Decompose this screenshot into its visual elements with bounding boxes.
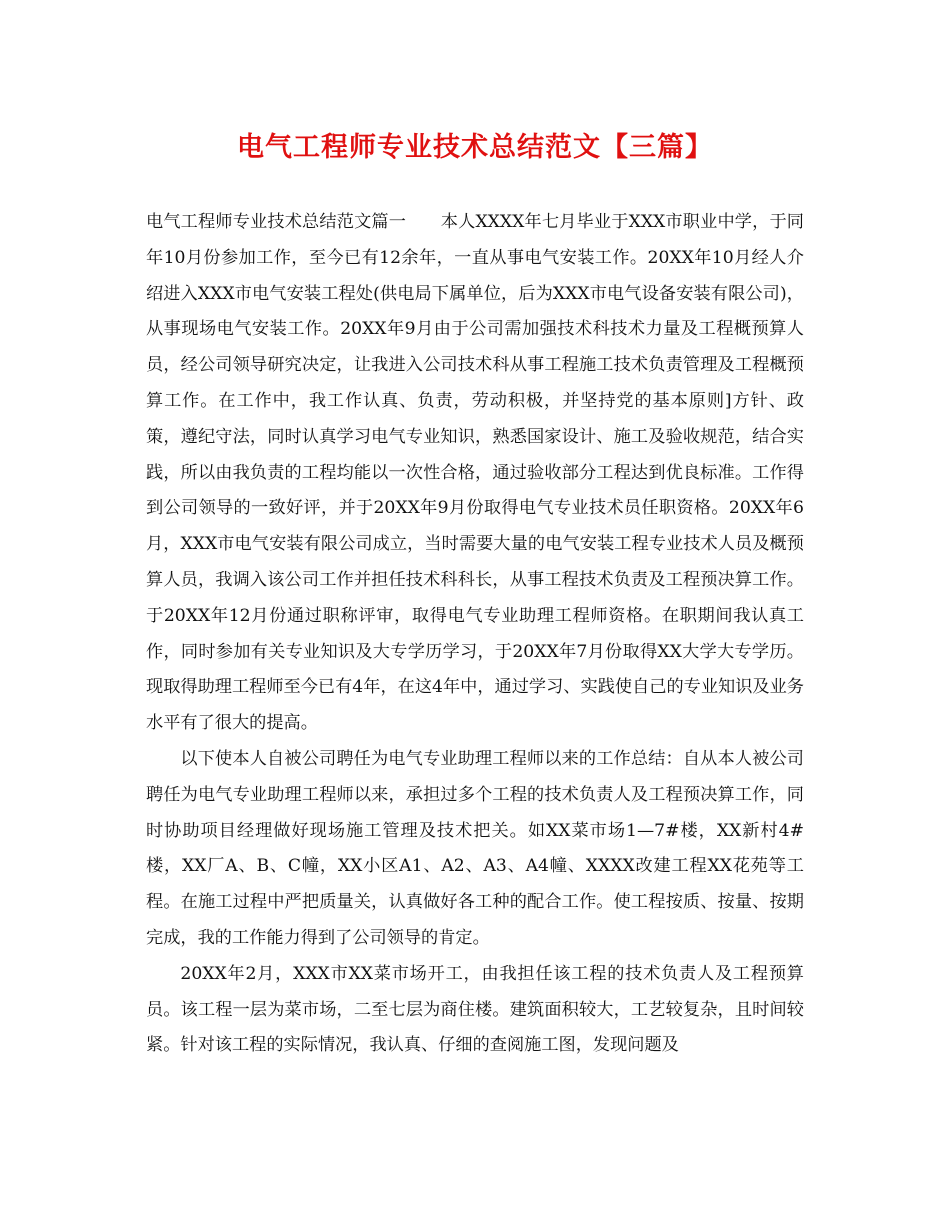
paragraph-2: 以下使本人自被公司聘任为电气专业助理工程师以来的工作总结：自从本人被公司聘任为电气专业助理工程师以来，承担过多个工程的技术负责人及工程预决算工作，同时协助项目经理做好现场施工管理及技术把关。如XX菜市场1—7#楼，XX新村4#楼，XX厂A、B、C幢，XX小区A1、A2、A3、A4幢、XXXX改建工程XX花苑等工程。在施工过程中严把质量关，认真做好各工种的配合工作。使工程按质、按量、按期完成，我的工作能力得到了公司领导的肯定。 [146,748,804,948]
document-title: 电气工程师专业技术总结范文【三篇】 [237,132,713,163]
paragraph-1: 电气工程师专业技术总结范文篇一 本人XXXX年七月毕业于XXX市职业中学，于同年10月份参加工作，至今已有12余年，一直从事电气安装工作。20XX年10月经人介绍进入XXX市电气安装工程处(供电局下属单位，后为XXX市电气设备安装有限公司)，从事现场电气安装工作。20XX年9月由于公司需加强技术科技术力量及工程概预算人员，经公司领导研究决定，让我进入公司技术科从事工程施工技术负责管理及工程概预算工作。在工作中，我工作认真、负责，劳动积极，并坚持党的基本原则]方针、政策，遵纪守法，同时认真学习电气专业知识，熟悉国家设计、施工及验收规范，结合实践，所以由我负责的工程均能以一次性合格，通过验收部分工程达到优良标准。工作得到公司领导的一致好评，并于20XX年9月份取得电气专业技术员任职资格。20XX年6月，XXX市电气安装有限公司成立，当时需要大量的电气安装工程专业技术人员及概预算人员，我调入该公司工作并担任技术科科长，从事工程技术负责及工程预决算工作。于20XX年12月份通过职称评审，取得电气专业助理工程师资格。在职期间我认真工作，同时参加有关专业知识及大专学历学习，于20XX年7月份取得XX大学大专学历。现取得助理工程师至今已有4年，在这4年中，通过学习、实践使自己的专业知识及业务水平有了很大的提高。 [146,212,804,734]
paragraph-3: 20XX年2月，XXX市XX菜市场开工，由我担任该工程的技术负责人及工程预算员。该工程一层为菜市场，二至七层为商住楼。建筑面积较大，工艺较复杂，且时间较紧。针对该工程的实际情况，我认真、仔细的查阅施工图，发现问题及 [146,963,804,1056]
document-body [146,205,804,1064]
